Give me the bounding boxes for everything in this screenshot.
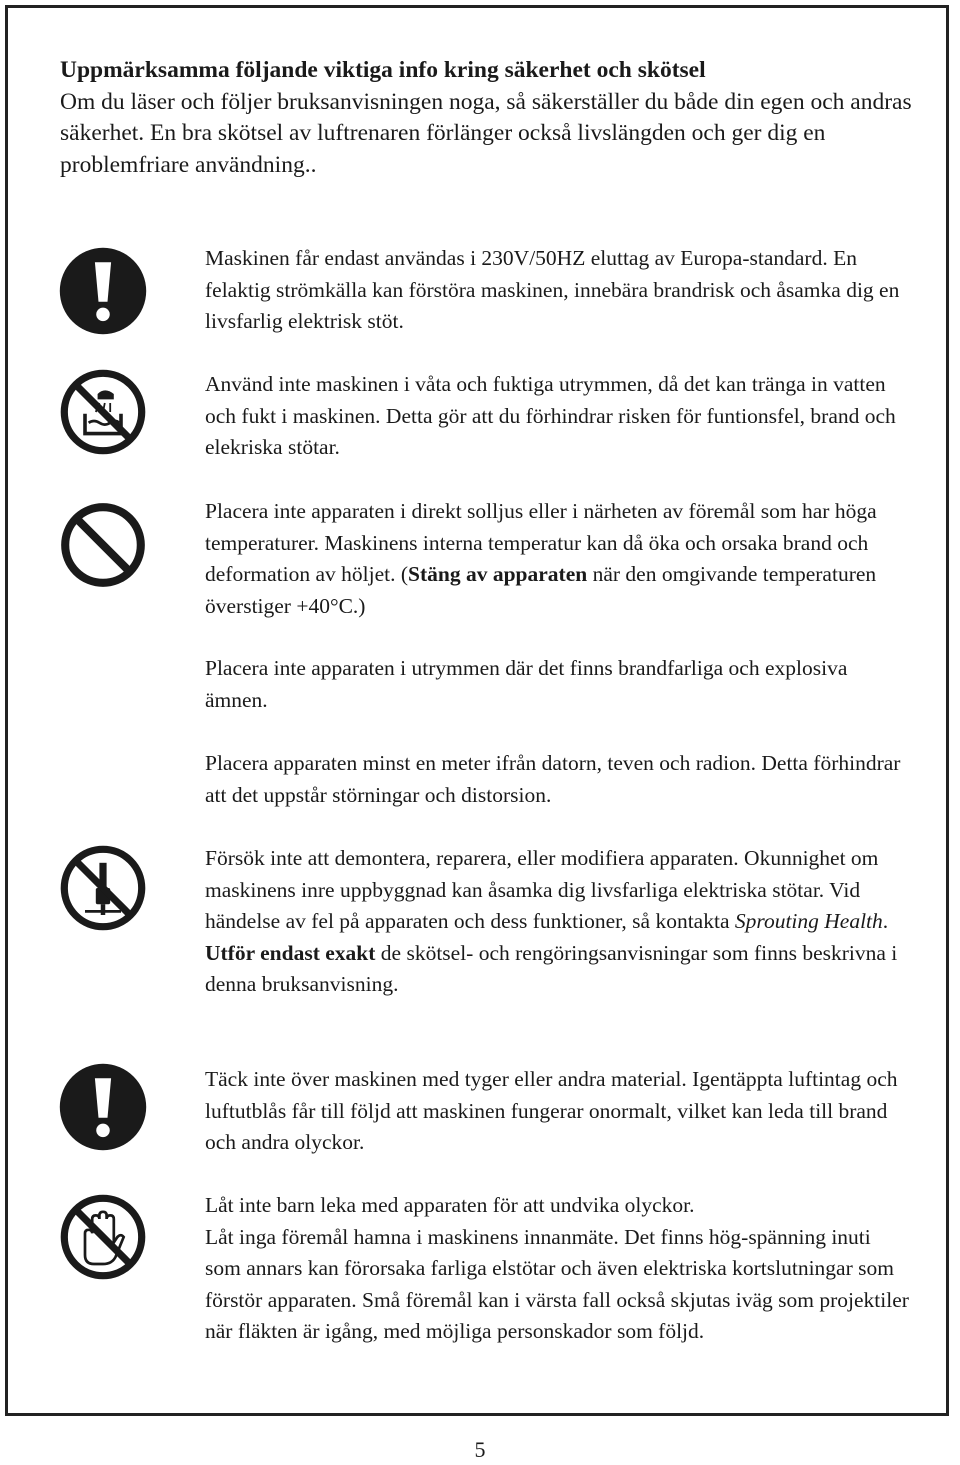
company-name: Sprouting Health xyxy=(734,909,883,933)
exclamation-icon xyxy=(58,1062,148,1152)
section-heat-text-b: när den omgivande temperaturen överstiger +40°C.) xyxy=(205,562,877,618)
intro-block xyxy=(60,55,920,181)
section-disassemble-text-a: Försök inte att demontera, reparera, eller modifiera apparaten. Okunnighet om maskinens inre uppbyggnad kan åsamka dig livsfarliga elektriska stötar. Vid händelse av fel på apparaten och dess funktioner, så kontakta xyxy=(205,846,879,933)
no-disassembly-icon xyxy=(58,843,148,933)
section-disassemble-bold: Utför endast exakt xyxy=(205,940,376,965)
intro-body: Om du läser och följer bruksanvisningen noga, så säkerställer du både din egen och andras säkerhet. En bra skötsel av luftrenaren förlänger också livslängden och ger dig en problemfriare användning.. xyxy=(60,88,912,178)
prohibited-icon xyxy=(58,500,148,590)
section-wet: Använd inte maskinen i våta och fuktiga utrymmen, då det kan tränga in vatten och fukt i maskinen. Detta gör att du förhindrar risken för funtionsfel, brand och elekriska stötar. xyxy=(205,372,896,459)
section-flammable: Placera inte apparaten i utrymmen där det finns brandfarliga och explosiva ämnen. xyxy=(205,656,848,712)
section-disassemble xyxy=(205,843,910,1001)
section-power: Maskinen får endast användas i 230V/50HZ eluttag av Europa-standard. En felaktig strömkälla kan förstöra maskinen, innebära brandrisk och åsamka dig en livsfarlig elektrisk stöt. xyxy=(205,246,900,333)
section-disassemble-text-c: de skötsel- och rengöringsanvisningar som finns beskrivna i denna bruksanvisning. xyxy=(205,940,898,996)
no-hand-icon xyxy=(58,1192,148,1282)
no-water-icon xyxy=(58,367,148,457)
section-distance: Placera apparaten minst en meter ifrån datorn, teven och radion. Detta förhindrar att det uppstår störningar och distorsion. xyxy=(205,751,901,807)
section-heat xyxy=(205,496,910,622)
section-heat-text-a: Placera inte apparaten i direkt solljus eller i närheten av föremål som har höga temperaturer. Maskinens interna temperatur kan då öka och orsaka brand och deformation av höljet. ( xyxy=(205,499,877,586)
exclamation-icon xyxy=(58,246,148,336)
page-number: 5 xyxy=(474,1437,486,1462)
section-heat-bold: Stäng av apparaten xyxy=(408,562,588,586)
section-children xyxy=(205,1190,910,1348)
section-children-line1: Låt inte barn leka med apparaten för att undvika olyckor. xyxy=(205,1193,695,1217)
section-cover: Täck inte över maskinen med tyger eller andra material. Igentäppta luftintag och luftutblås får till följd att maskinen fungerar onormalt, vilket kan leda till brand och andra olyckor. xyxy=(205,1067,898,1154)
section-children-text: Låt inga föremål hamna i maskinens innanmäte. Det finns hög-spänning inuti som annars kan förorsaka farliga elstötar och även elektriska kortslutningar som förstör apparaten. Små föremål kan i värsta fall också skjutas iväg som projektiler när fläkten är igång, med möjliga personskador som följd. xyxy=(205,1224,909,1343)
section-disassemble-text-b: . xyxy=(882,909,889,933)
intro-title: Uppmärksamma följande viktiga info kring säkerhet och skötsel xyxy=(60,57,706,83)
